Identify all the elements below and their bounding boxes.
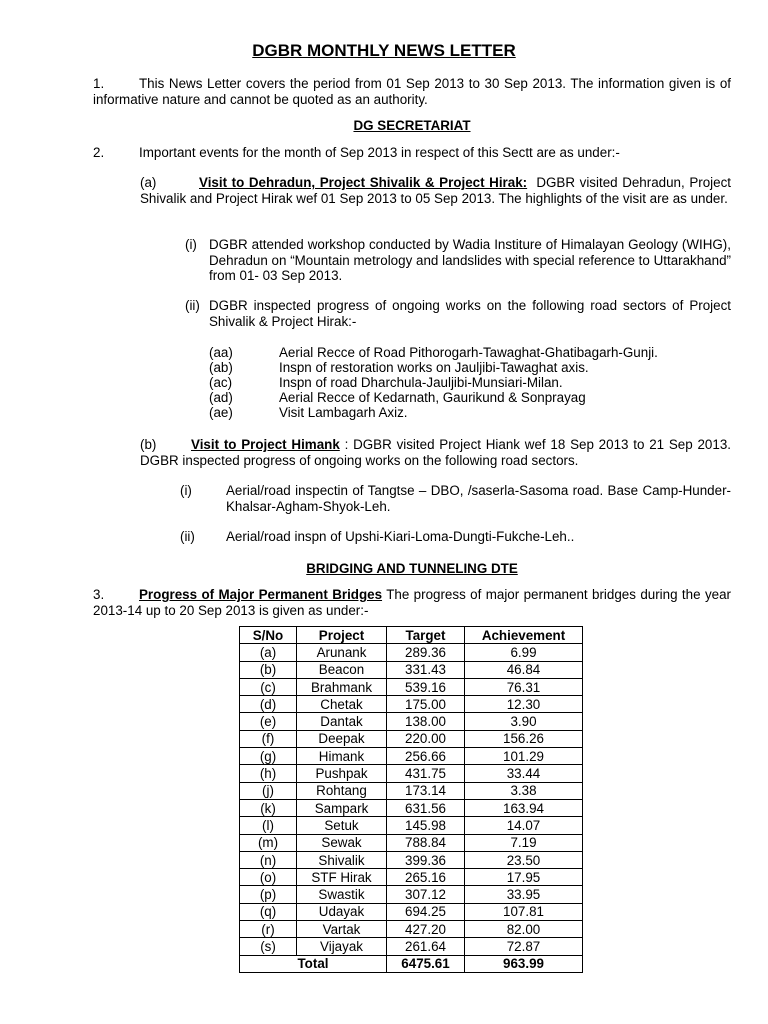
table-row (240, 765, 583, 782)
list-item-text: Aerial/road inspn of Upshi-Kiari-Loma-Dungti-Fukche-Leh.. (226, 529, 575, 544)
list-item (209, 405, 408, 421)
list-item-label: (i) (180, 483, 192, 498)
project-cell: Arunank (297, 644, 387, 661)
table-row (240, 782, 583, 799)
target-cell: 431.75 (387, 765, 465, 782)
project-cell: Udayak (297, 903, 387, 920)
serial-cell: (b) (240, 661, 297, 678)
serial-cell: (k) (240, 799, 297, 816)
target-cell: 220.00 (387, 730, 465, 747)
list-item (209, 375, 563, 391)
project-cell: Swastik (297, 886, 387, 903)
table-row (240, 748, 583, 765)
achievement-cell: 72.87 (465, 938, 583, 955)
table-row (240, 938, 583, 955)
achievement-cell: 82.00 (465, 921, 583, 938)
paragraph-text: The progress of major permanent bridges during the year 2013-14 up to 20 Sep 2013 is given as under:- (93, 587, 731, 618)
list-item-label: (ii) (180, 529, 195, 544)
list-item (180, 483, 731, 514)
project-cell: Dantak (297, 713, 387, 730)
subpara-text: : DGBR visited Project Hiank wef 18 Sep 2013 to 21 Sep 2013. DGBR inspected progress of ongoing works on the following road sectors. (140, 437, 731, 468)
section-heading-dg-secretariat: DG SECRETARIAT (353, 118, 471, 133)
table-row (240, 713, 583, 730)
serial-cell: (a) (240, 644, 297, 661)
serial-cell: (m) (240, 834, 297, 851)
table-row (240, 644, 583, 661)
list-item (185, 298, 731, 329)
target-cell: 256.66 (387, 748, 465, 765)
table-row (240, 661, 583, 678)
serial-cell: (c) (240, 678, 297, 695)
table-row (240, 886, 583, 903)
paragraph-2 (93, 145, 731, 161)
achievement-cell: 163.94 (465, 799, 583, 816)
target-cell: 427.20 (387, 921, 465, 938)
achievement-cell: 33.95 (465, 886, 583, 903)
table-row (240, 903, 583, 920)
project-cell: Rohtang (297, 782, 387, 799)
subpara-label: (b) (140, 437, 157, 452)
target-cell: 175.00 (387, 696, 465, 713)
paragraph-number: 1. (93, 76, 105, 91)
achievement-cell: 23.50 (465, 851, 583, 868)
project-cell: Chetak (297, 696, 387, 713)
table-row (240, 817, 583, 834)
table-row (240, 869, 583, 886)
column-header: Project (297, 627, 387, 644)
project-cell: Vijayak (297, 938, 387, 955)
list-item-text: Inspn of restoration works on Jauljibi-Tawaghat axis. (279, 360, 589, 375)
achievement-cell: 14.07 (465, 817, 583, 834)
achievement-cell: 12.30 (465, 696, 583, 713)
subpara-a (140, 175, 731, 206)
table-header-row (240, 627, 583, 644)
newsletter-title: DGBR MONTHLY NEWS LETTER (252, 41, 516, 60)
serial-cell: (e) (240, 713, 297, 730)
table-row (240, 834, 583, 851)
table-total-row (240, 955, 583, 972)
paragraph-number: 2. (93, 145, 105, 160)
target-cell: 694.25 (387, 903, 465, 920)
achievement-cell: 6.99 (465, 644, 583, 661)
list-item-label: (i) (185, 237, 197, 252)
project-cell: Shivalik (297, 851, 387, 868)
serial-cell: (g) (240, 748, 297, 765)
column-header: S/No (240, 627, 297, 644)
achievement-cell: 156.26 (465, 730, 583, 747)
target-cell: 173.14 (387, 782, 465, 799)
list-item (209, 360, 589, 376)
project-cell: Setuk (297, 817, 387, 834)
project-cell: Brahmank (297, 678, 387, 695)
serial-cell: (l) (240, 817, 297, 834)
list-item-label: (ad) (209, 390, 233, 405)
achievement-cell: 3.90 (465, 713, 583, 730)
achievement-cell: 17.95 (465, 869, 583, 886)
paragraph-text: This News Letter covers the period from 01 Sep 2013 to 30 Sep 2013. The information given is of informative nature and cannot be quoted as an authority. (93, 76, 731, 107)
achievement-cell: 101.29 (465, 748, 583, 765)
list-item (185, 237, 731, 284)
subpara-label: (a) (140, 175, 157, 190)
list-item-label: (ii) (185, 298, 200, 313)
list-item (209, 390, 586, 406)
table-row (240, 678, 583, 695)
total-achievement: 963.99 (465, 955, 583, 972)
target-cell: 788.84 (387, 834, 465, 851)
paragraph-number: 3. (93, 587, 105, 602)
target-cell: 307.12 (387, 886, 465, 903)
serial-cell: (d) (240, 696, 297, 713)
target-cell: 539.16 (387, 678, 465, 695)
list-item-text: DGBR inspected progress of ongoing works on the following road sectors of Project Shivalik & Project Hirak:- (209, 298, 731, 329)
serial-cell: (f) (240, 730, 297, 747)
project-cell: Sampark (297, 799, 387, 816)
column-header: Achievement (465, 627, 583, 644)
list-item-text: Aerial/road inspectin of Tangtse – DBO, /saserla-Sasoma road. Base Camp-Hunder-Khalsar-Agham-Shyok-Leh. (226, 483, 731, 514)
total-label: Total (240, 955, 387, 972)
project-cell: STF Hirak (297, 869, 387, 886)
achievement-cell: 33.44 (465, 765, 583, 782)
total-target: 6475.61 (387, 955, 465, 972)
project-cell: Vartak (297, 921, 387, 938)
list-item-text: DGBR attended workshop conducted by Wadia Institure of Himalayan Geology (WIHG), Dehradun on “Mountain metrology and landslides with special reference to Uttarakhand” from 01- 03 Sep 2013. (209, 237, 731, 283)
project-cell: Pushpak (297, 765, 387, 782)
achievement-cell: 76.31 (465, 678, 583, 695)
target-cell: 145.98 (387, 817, 465, 834)
project-cell: Beacon (297, 661, 387, 678)
table-row (240, 799, 583, 816)
column-header: Target (387, 627, 465, 644)
list-item (180, 529, 731, 545)
list-item-text: Inspn of road Dharchula-Jauljibi-Munsiari-Milan. (279, 375, 563, 390)
serial-cell: (o) (240, 869, 297, 886)
achievement-cell: 3.38 (465, 782, 583, 799)
list-item-text: Aerial Recce of Kedarnath, Gaurikund & Sonprayag (279, 390, 586, 405)
serial-cell: (s) (240, 938, 297, 955)
target-cell: 289.36 (387, 644, 465, 661)
project-cell: Sewak (297, 834, 387, 851)
project-cell: Himank (297, 748, 387, 765)
target-cell: 631.56 (387, 799, 465, 816)
paragraph-title: Progress of Major Permanent Bridges (139, 587, 383, 602)
serial-cell: (p) (240, 886, 297, 903)
list-item-text: Aerial Recce of Road Pithorogarh-Tawaghat-Ghatibagarh-Gunji. (279, 345, 658, 360)
subpara-title: Visit to Project Himank (191, 437, 340, 452)
achievement-cell: 107.81 (465, 903, 583, 920)
table-body (240, 644, 583, 955)
target-cell: 265.16 (387, 869, 465, 886)
list-item (209, 345, 658, 361)
bridges-progress-table (239, 626, 583, 973)
target-cell: 399.36 (387, 851, 465, 868)
list-item-label: (ab) (209, 360, 233, 375)
serial-cell: (q) (240, 903, 297, 920)
subpara-b (140, 437, 731, 468)
serial-cell: (j) (240, 782, 297, 799)
list-item-label: (ae) (209, 405, 233, 420)
list-item-label: (aa) (209, 345, 233, 360)
section-heading-bridging: BRIDGING AND TUNNELING DTE (306, 561, 518, 576)
subpara-text: DGBR visited Dehradun, Project Shivalik and Project Hirak wef 01 Sep 2013 to 05 Sep 2013. The highlights of the visit are as under. (140, 175, 731, 206)
paragraph-text: Important events for the month of Sep 2013 in respect of this Sectt are as under:- (139, 145, 620, 160)
serial-cell: (n) (240, 851, 297, 868)
paragraph-3 (93, 587, 731, 618)
list-item-label: (ac) (209, 375, 233, 390)
achievement-cell: 46.84 (465, 661, 583, 678)
subpara-title: Visit to Dehradun, Project Shivalik & Project Hirak: (199, 175, 528, 190)
list-item-text: Visit Lambagarh Axiz. (279, 405, 408, 420)
target-cell: 138.00 (387, 713, 465, 730)
target-cell: 261.64 (387, 938, 465, 955)
serial-cell: (h) (240, 765, 297, 782)
serial-cell: (r) (240, 921, 297, 938)
achievement-cell: 7.19 (465, 834, 583, 851)
target-cell: 331.43 (387, 661, 465, 678)
table-row (240, 696, 583, 713)
paragraph-1 (93, 76, 731, 107)
project-cell: Deepak (297, 730, 387, 747)
table-row (240, 851, 583, 868)
table-row (240, 730, 583, 747)
table-row (240, 921, 583, 938)
